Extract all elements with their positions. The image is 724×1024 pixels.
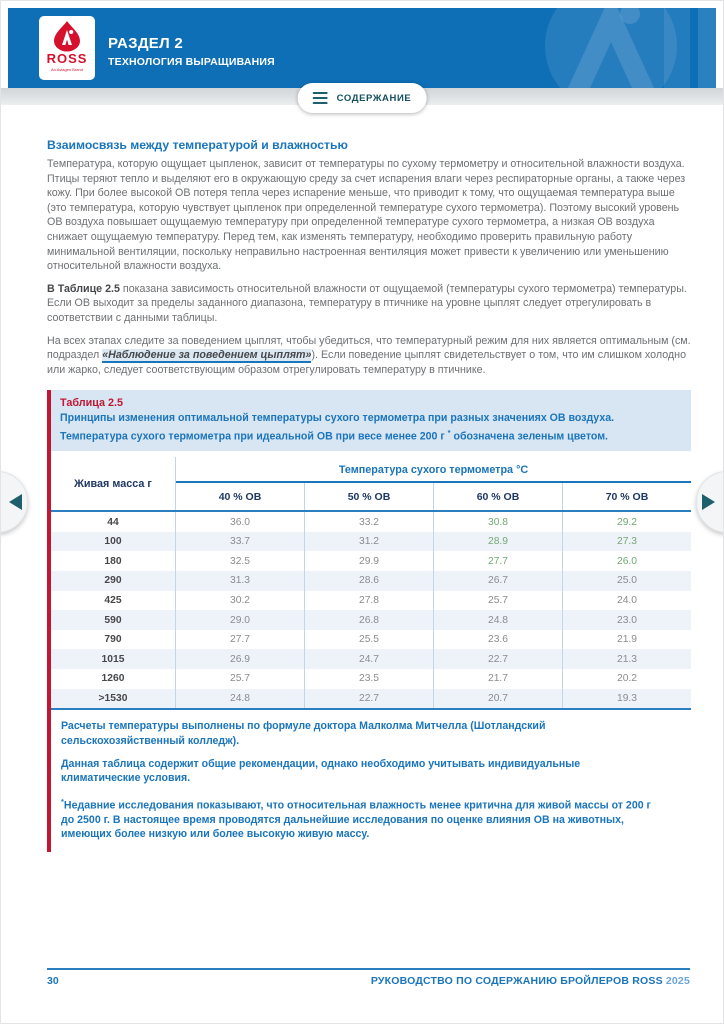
temperature-cell: 27.7 [433,551,562,571]
banner-text [108,35,275,68]
mass-cell: 590 [104,614,122,626]
table-2-5-block [47,390,691,851]
temperature-cell: 31.2 [304,532,433,552]
temperature-cell: 26.9 [175,649,304,669]
temperature-cell: 20.2 [562,669,691,689]
table-label: Таблица 2.5 [60,397,124,410]
table-row [51,649,691,669]
section-subtitle: ТЕХНОЛОГИЯ ВЫРАЩИВАНИЯ [108,56,275,68]
temperature-cell: 36.0 [175,512,304,532]
table-caption [51,390,691,451]
paragraph-2 [47,282,691,326]
section-label: РАЗДЕЛ 2 [108,35,184,52]
arrow-left-icon [9,494,22,510]
group-column-header: Температура сухого термометра °C [176,457,691,483]
temperature-cell: 22.7 [433,649,562,669]
table-caption-line1: Принципы изменения оптимальной температуры сухого термометра при разных значениях ОВ воздуха. [60,412,615,425]
mass-column-header: Живая масса г [74,477,152,490]
temperature-cell: 27.7 [175,630,304,650]
prev-page-button[interactable] [0,471,28,533]
table-ref-bold: В Таблице 2.5 [47,282,120,295]
table-body [51,512,691,710]
aviagen-watermark-icon [396,8,716,88]
ross-logo-tagline: An Aviagen Brand [51,66,83,72]
paragraph-2-rest: показана зависимость относительной влажности от ощущаемой (температуры сухого термометра) температуры. Если ОВ выходит за пределы заданного диапазона, температуру в птичнике на уровне цыплят следует отрегулировать в соответствии с данными таблицы. [47,282,687,324]
temperature-cell: 31.3 [175,571,304,591]
temperature-cell: 19.3 [562,689,691,709]
ross-logo [39,16,95,80]
footer-title [371,975,690,987]
temperature-cell: 27.8 [304,591,433,611]
mass-cell: 44 [107,516,119,528]
temperature-cell: 30.8 [433,512,562,532]
contents-button-label: СОДЕРЖАНИЕ [336,92,412,104]
table-caption-line2 [60,426,679,444]
temperature-cell: 33.2 [304,512,433,532]
temperature-cell: 21.7 [433,669,562,689]
menu-icon [313,92,328,105]
page-content [47,138,691,852]
table-row [51,630,691,650]
temperature-table [51,457,691,710]
ross-drop-icon [52,20,82,52]
temperature-cell: 26.8 [304,610,433,630]
behaviour-section-link[interactable]: «Наблюдение за поведением цыплят» [102,349,312,362]
temperature-cell: 25.5 [304,630,433,650]
temperature-cell: 29.0 [175,610,304,630]
temperature-cell: 23.6 [433,630,562,650]
mass-cell: 790 [104,634,122,646]
temperature-cell: 25.0 [562,571,691,591]
caption-line2-post: обозначена зеленым цветом. [450,430,608,443]
table-row [51,532,691,552]
temperature-cell: 24.8 [433,610,562,630]
temperature-cell: 30.2 [175,591,304,611]
ross-logo-text: ROSS [46,51,88,66]
page-number: 30 [47,975,59,987]
temperature-cell: 23.0 [562,610,691,630]
rh-header-70: 70 % ОВ [562,483,691,510]
table-row [51,689,691,709]
temperature-columns-header [175,457,691,510]
temperature-cell: 21.3 [562,649,691,669]
table-row [51,669,691,689]
table-notes [51,710,651,851]
temperature-cell: 27.3 [562,532,691,552]
paragraph-3 [47,334,691,378]
rh-header-40: 40 % ОВ [218,491,262,504]
rh-header-60: 60 % ОВ [433,483,562,510]
contents-button[interactable] [298,83,427,113]
footer-year: 2025 [665,975,690,987]
temperature-cell: 25.7 [433,591,562,611]
footer [47,975,690,987]
temperature-cell: 28.6 [304,571,433,591]
temperature-cell: 26.7 [433,571,562,591]
temperature-cell: 24.7 [304,649,433,669]
note-research-text: Недавние исследования показывают, что относительная влажность менее критична для живой массы от 200 г до 2500 г. В настоящее время проводятся дальнейшие исследования по оценке влияния ОВ на животных, имеющих более низкую или более высокую живую массу. [61,799,651,841]
temperature-cell: 21.9 [562,630,691,650]
temperature-cell: 33.7 [175,532,304,552]
table-header [51,457,691,512]
caption-line2-pre: Температура сухого термометра при идеальной ОВ при весе менее 200 г [60,430,448,443]
article-heading: Взаимосвязь между температурой и влажностью [47,138,348,152]
temperature-cell: 29.2 [562,512,691,532]
mass-cell: 1260 [101,673,125,685]
caption-asterisk: * [447,427,451,437]
table-row [51,591,691,611]
rh-header-50: 50 % ОВ [304,483,433,510]
rh-header-row [176,483,691,510]
temperature-cell: 24.0 [562,591,691,611]
mass-cell: 100 [104,536,122,548]
temperature-cell: 23.5 [304,669,433,689]
temperature-cell: 26.0 [562,551,691,571]
temperature-cell: 25.7 [175,669,304,689]
note-asterisk: * [61,796,64,806]
temperature-cell: 20.7 [433,689,562,709]
mass-cell: 180 [104,555,122,567]
table-row [51,551,691,571]
temperature-cell: 32.5 [175,551,304,571]
header-banner [8,8,716,88]
arrow-right-icon [702,494,715,510]
note-research [61,795,651,842]
footer-rule [47,968,690,970]
paragraph-3-pre: На всех этапах следите за поведением цыплят, чтобы убедиться, что температурный режим для них является оптимальным (см. подраздел [47,334,691,362]
table-row [51,512,691,532]
temperature-cell: 28.9 [433,532,562,552]
mass-cell: 290 [104,575,122,587]
temperature-cell: 22.7 [304,689,433,709]
table-row [51,571,691,591]
temperature-cell: 29.9 [304,551,433,571]
next-page-button[interactable] [696,471,724,533]
paragraph-3-post: ). Если поведение цыплят свидетельствует о том, что им слишком холодно или жарко, следует соответствующим образом отрегулировать температуру в птичнике. [47,349,687,376]
footer-title-text: РУКОВОДСТВО ПО СОДЕРЖАНИЮ БРОЙЛЕРОВ ROSS [370,975,663,987]
table-row [51,610,691,630]
mass-cell: >1530 [98,692,128,704]
note-recommendations: Данная таблица содержит общие рекомендации, однако необходимо учитывать индивидуальные климатические условия. [61,758,581,785]
mass-cell: 1015 [101,653,125,665]
note-formula: Расчеты температуры выполнены по формуле доктора Малколма Митчелла (Шотландский сельскохозяйственный колледж). [61,720,546,747]
temperature-cell: 24.8 [175,689,304,709]
mass-cell: 425 [104,594,122,606]
paragraph-1: Температура, которую ощущает цыпленок, зависит от температуры по сухому термометру и относительной влажности воздуха. Птицы теряют тепло и выделяют его в окружающую среду за счет испарения влаги через респираторные органы, а также через кожу. При более высокой ОВ потеря тепла через испарение меньше, что приводит к тому, что ощущаемая температура выше (это температура, которую чувствует цыпленок при определенной температуре сухого термометра). Поэтому высокий уровень ОВ воздуха повышает ощущаемую температуру при определенной температуре сухого термометра, а низкая ОВ воздуха снижает ощущаемую температуру. Перед тем, как изменять температуру, необходимо проверить правильную работу минимальной вентиляции, поскольку неправильно настроенная вентиляция может привести к увеличению или уменьшению относительной влажности воздуха. [47,158,686,273]
